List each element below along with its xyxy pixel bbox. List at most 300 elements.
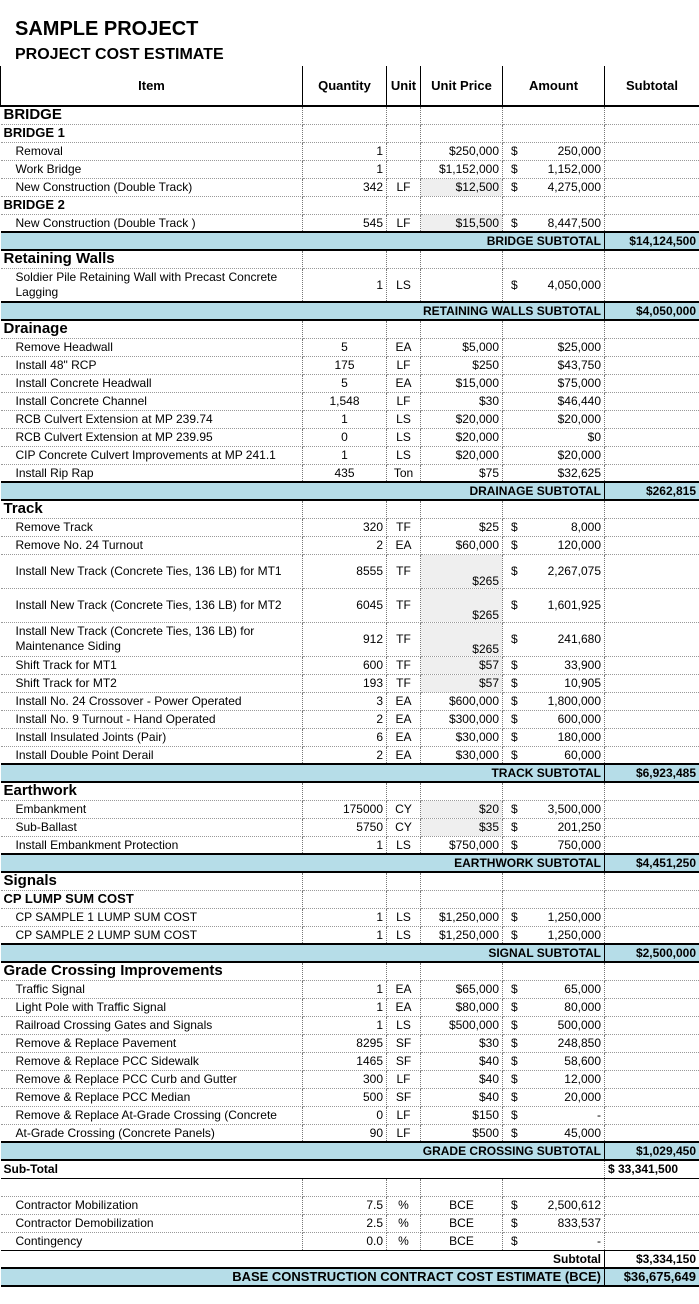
- currency-symbol: $: [511, 910, 518, 924]
- unit-price-cell: $15,000: [421, 374, 503, 392]
- currency-symbol: $: [511, 180, 518, 194]
- empty-cell: [605, 500, 699, 518]
- amount-value: 60,000: [564, 747, 601, 762]
- project-title: SAMPLE PROJECT: [15, 18, 199, 40]
- currency-symbol: $: [511, 1198, 518, 1212]
- unit-cell: EA: [387, 338, 421, 356]
- currency-symbol: $: [511, 712, 518, 726]
- subsection-header-row: [1, 124, 699, 142]
- amount-value: 120,000: [557, 538, 601, 552]
- currency-symbol: $: [511, 1090, 518, 1104]
- section-subtotal-row: [1, 944, 699, 962]
- column-header: Subtotal: [605, 66, 699, 106]
- unit-price-cell: $40: [421, 1052, 503, 1070]
- amount-value: 1,601,925: [547, 598, 601, 612]
- amount-cell: [503, 1124, 605, 1142]
- amount-cell: [503, 674, 605, 692]
- empty-cell: [303, 1178, 387, 1196]
- table-row: [1, 142, 699, 160]
- amount-cell: [503, 908, 605, 926]
- unit-price-cell: $30: [421, 392, 503, 410]
- empty-cell: [605, 250, 699, 268]
- unit-price-cell: $150: [421, 1106, 503, 1124]
- subtotal-cell: [605, 142, 699, 160]
- empty-cell: [605, 872, 699, 890]
- subtotal-label: EARTHWORK SUBTOTAL: [1, 854, 605, 872]
- subtotal-cell: [605, 338, 699, 356]
- section-subtotal-row: [1, 302, 699, 320]
- item-cell: Install New Track (Concrete Ties, 136 LB) for MT2: [1, 588, 303, 622]
- item-cell: CP SAMPLE 2 LUMP SUM COST: [1, 926, 303, 944]
- subtotal-cell: [605, 356, 699, 374]
- table-row: [1, 656, 699, 674]
- section-label: Signals: [1, 872, 303, 890]
- amount-value: 65,000: [564, 982, 601, 996]
- item-cell: Contractor Mobilization: [1, 1196, 303, 1214]
- empty-cell: [605, 196, 699, 214]
- subtotal-cell: [605, 980, 699, 998]
- item-cell: Install Double Point Derail: [1, 746, 303, 764]
- empty-cell: [387, 962, 421, 980]
- unit-cell: LS: [387, 1016, 421, 1034]
- table-row: [1, 536, 699, 554]
- subtotal-label: DRAINAGE SUBTOTAL: [1, 482, 605, 500]
- unit-cell: SF: [387, 1034, 421, 1052]
- subtotal-cell: [605, 800, 699, 818]
- section-header-row: [1, 962, 699, 980]
- subtotal-cell: [605, 692, 699, 710]
- table-row: [1, 836, 699, 854]
- grand-total-label: BASE CONSTRUCTION CONTRACT COST ESTIMATE (BCE): [1, 1268, 605, 1286]
- unit-cell: TF: [387, 656, 421, 674]
- unit-price-cell: [421, 268, 503, 302]
- amount-value: 2,267,075: [547, 564, 601, 578]
- unit-price-cell: $750,000: [421, 836, 503, 854]
- unit-cell: %: [387, 1196, 421, 1214]
- item-cell: Install Rip Rap: [1, 464, 303, 482]
- table-row: [1, 926, 699, 944]
- subtotal-cell: [605, 1196, 699, 1214]
- subtotal-cell: [605, 710, 699, 728]
- currency-symbol: $: [511, 1054, 518, 1068]
- section-label: Earthwork: [1, 782, 303, 800]
- empty-cell: [503, 872, 605, 890]
- unit-price-cell: $500: [421, 1124, 503, 1142]
- empty-cell: [605, 106, 699, 124]
- item-cell: RCB Culvert Extension at MP 239.95: [1, 428, 303, 446]
- item-cell: RCB Culvert Extension at MP 239.74: [1, 410, 303, 428]
- currency-symbol: $: [511, 730, 518, 744]
- amount-cell: [503, 160, 605, 178]
- amount-cell: [503, 656, 605, 674]
- amount-value: $20,000: [557, 412, 601, 426]
- empty-cell: [303, 124, 387, 142]
- amount-cell: [503, 926, 605, 944]
- subtotal-value: $262,815: [605, 482, 699, 500]
- section-label: CP LUMP SUM COST: [1, 890, 303, 908]
- grand-subtotal-row: [1, 1160, 699, 1178]
- empty-cell: [421, 962, 503, 980]
- amount-cell: [503, 536, 605, 554]
- amount-cell: [503, 1052, 605, 1070]
- currency-symbol: $: [511, 1234, 518, 1248]
- amount-value: $25,000: [557, 340, 601, 354]
- subtotal-cell: [605, 446, 699, 464]
- subtotal-cell: [605, 818, 699, 836]
- empty-cell: [303, 500, 387, 518]
- empty-cell: [303, 782, 387, 800]
- empty-cell: [503, 106, 605, 124]
- table-row: [1, 622, 699, 656]
- amount-value: 8,447,500: [547, 215, 601, 230]
- section-label: Retaining Walls: [1, 250, 303, 268]
- currency-symbol: $: [511, 1108, 518, 1122]
- subtotal-label: GRADE CROSSING SUBTOTAL: [1, 1142, 605, 1160]
- section-header-row: [1, 250, 699, 268]
- table-row: [1, 1196, 699, 1214]
- column-header: Quantity: [303, 66, 387, 106]
- table-row: [1, 1124, 699, 1142]
- section-subtotal-row: [1, 764, 699, 782]
- subtotal-cell: [605, 746, 699, 764]
- amount-value: 4,050,000: [547, 277, 601, 292]
- amount-cell: [503, 518, 605, 536]
- subtotal-cell: [605, 908, 699, 926]
- quantity-cell: 1: [303, 268, 387, 302]
- amount-cell: [503, 1196, 605, 1214]
- amount-value: 2,500,612: [547, 1198, 601, 1212]
- table-row: [1, 588, 699, 622]
- empty-cell: [387, 196, 421, 214]
- unit-price-cell: $5,000: [421, 338, 503, 356]
- cost-estimate-table: [0, 66, 699, 1287]
- empty-cell: [387, 890, 421, 908]
- table-row: [1, 980, 699, 998]
- currency-symbol: $: [511, 1072, 518, 1086]
- subtotal-cell: [605, 1052, 699, 1070]
- column-header: Unit Price: [421, 66, 503, 106]
- empty-cell: [605, 320, 699, 338]
- table-row: [1, 518, 699, 536]
- quantity-cell: 545: [303, 214, 387, 232]
- amount-cell: [503, 392, 605, 410]
- subtotal-label: Subtotal: [1, 1250, 605, 1268]
- amount-cell: [503, 1106, 605, 1124]
- amount-value: 1,250,000: [547, 927, 601, 942]
- amount-value: $75,000: [557, 376, 601, 390]
- unit-cell: LS: [387, 926, 421, 944]
- section-subtotal-row: [1, 854, 699, 872]
- empty-cell: [503, 320, 605, 338]
- unit-cell: TF: [387, 518, 421, 536]
- quantity-cell: 1: [303, 142, 387, 160]
- amount-cell: [503, 818, 605, 836]
- currency-symbol: $: [511, 676, 518, 690]
- column-header: Amount: [503, 66, 605, 106]
- item-cell: Remove Track: [1, 518, 303, 536]
- unit-cell: EA: [387, 692, 421, 710]
- item-cell: Embankment: [1, 800, 303, 818]
- item-cell: Contractor Demobilization: [1, 1214, 303, 1232]
- unit-price-cell: $20,000: [421, 446, 503, 464]
- currency-symbol: $: [511, 277, 518, 292]
- amount-cell: [503, 464, 605, 482]
- amount-value: 241,680: [557, 632, 601, 646]
- subtotal-value: $6,923,485: [605, 764, 699, 782]
- table-row: [1, 392, 699, 410]
- subtotal-cell: [605, 160, 699, 178]
- amount-cell: [503, 1016, 605, 1034]
- unit-cell: LF: [387, 1106, 421, 1124]
- unit-cell: TF: [387, 622, 421, 656]
- subtotal-cell: [605, 214, 699, 232]
- currency-symbol: $: [511, 658, 518, 672]
- amount-cell: [503, 588, 605, 622]
- subtotal-cell: [605, 1088, 699, 1106]
- subtotal-cell: [605, 926, 699, 944]
- table-row: [1, 1232, 699, 1250]
- section-label: BRIDGE: [1, 106, 303, 124]
- empty-cell: [605, 782, 699, 800]
- subtotal-value: $1,029,450: [605, 1142, 699, 1160]
- empty-cell: [503, 250, 605, 268]
- quantity-cell: 1: [303, 980, 387, 998]
- amount-value: $43,750: [557, 358, 601, 372]
- currency-symbol: $: [511, 144, 518, 158]
- table-row: [1, 1034, 699, 1052]
- table-row: [1, 214, 699, 232]
- amount-value: 1,152,000: [547, 162, 601, 176]
- unit-cell: TF: [387, 554, 421, 588]
- subtotal-cell: [605, 464, 699, 482]
- amount-cell: [503, 980, 605, 998]
- currency-symbol: $: [511, 820, 518, 834]
- amount-cell: [503, 410, 605, 428]
- amount-cell: [503, 554, 605, 588]
- table-row: [1, 446, 699, 464]
- empty-cell: [421, 196, 503, 214]
- item-cell: CIP Concrete Culvert Improvements at MP 241.1: [1, 446, 303, 464]
- section-label: BRIDGE 1: [1, 124, 303, 142]
- currency-symbol: $: [511, 927, 518, 942]
- quantity-cell: 320: [303, 518, 387, 536]
- table-row: [1, 728, 699, 746]
- unit-cell: EA: [387, 746, 421, 764]
- amount-cell: [503, 622, 605, 656]
- empty-cell: [303, 872, 387, 890]
- item-cell: Install No. 9 Turnout - Hand Operated: [1, 710, 303, 728]
- currency-symbol: $: [511, 162, 518, 176]
- amount-value: 20,000: [564, 1090, 601, 1104]
- currency-symbol: $: [511, 802, 518, 816]
- subtotal-cell: [605, 554, 699, 588]
- empty-cell: [387, 250, 421, 268]
- unit-price-cell: BCE: [421, 1196, 503, 1214]
- unit-price-cell: $60,000: [421, 536, 503, 554]
- quantity-cell: 90: [303, 1124, 387, 1142]
- quantity-cell: 1: [303, 1016, 387, 1034]
- quantity-cell: 0: [303, 428, 387, 446]
- quantity-cell: 1: [303, 160, 387, 178]
- unit-cell: LS: [387, 268, 421, 302]
- empty-cell: [503, 196, 605, 214]
- empty-cell: [605, 124, 699, 142]
- amount-cell: [503, 446, 605, 464]
- amount-cell: [503, 268, 605, 302]
- quantity-cell: 6: [303, 728, 387, 746]
- amount-cell: [503, 1214, 605, 1232]
- unit-cell: LF: [387, 214, 421, 232]
- amount-value: 1,250,000: [547, 910, 601, 924]
- currency-symbol: $: [511, 632, 518, 646]
- amount-value: 33,900: [564, 658, 601, 672]
- unit-cell: LF: [387, 178, 421, 196]
- quantity-cell: 8555: [303, 554, 387, 588]
- unit-price-cell: $600,000: [421, 692, 503, 710]
- subtotal-cell: [605, 518, 699, 536]
- quantity-cell: 175: [303, 356, 387, 374]
- empty-cell: [421, 872, 503, 890]
- subtotal-value: $ 33,341,500: [605, 1160, 699, 1178]
- amount-cell: [503, 1070, 605, 1088]
- item-cell: Contingency: [1, 1232, 303, 1250]
- item-cell: Soldier Pile Retaining Wall with Precast Concrete Lagging: [1, 268, 303, 302]
- unit-price-cell: $1,250,000: [421, 908, 503, 926]
- subtotal-cell: [605, 1106, 699, 1124]
- empty-cell: [421, 124, 503, 142]
- unit-price-cell: $75: [421, 464, 503, 482]
- column-header: Unit: [387, 66, 421, 106]
- unit-cell: %: [387, 1214, 421, 1232]
- quantity-cell: 1: [303, 926, 387, 944]
- unit-price-cell: $250,000: [421, 142, 503, 160]
- unit-price-cell: BCE: [421, 1232, 503, 1250]
- unit-cell: SF: [387, 1052, 421, 1070]
- subtotal-value: $4,451,250: [605, 854, 699, 872]
- subtotal-cell: [605, 1034, 699, 1052]
- table-row: [1, 1070, 699, 1088]
- unit-cell: SF: [387, 1088, 421, 1106]
- amount-value: 248,850: [557, 1036, 601, 1050]
- empty-cell: [503, 1178, 605, 1196]
- item-cell: New Construction (Double Track ): [1, 214, 303, 232]
- section-label: Track: [1, 500, 303, 518]
- table-row: [1, 1052, 699, 1070]
- item-cell: Remove Headwall: [1, 338, 303, 356]
- currency-symbol: $: [511, 1018, 518, 1032]
- quantity-cell: 600: [303, 656, 387, 674]
- item-cell: Traffic Signal: [1, 980, 303, 998]
- empty-cell: [503, 782, 605, 800]
- quantity-cell: 1,548: [303, 392, 387, 410]
- empty-cell: [387, 106, 421, 124]
- section-subtotal-row: [1, 232, 699, 250]
- column-header: Item: [1, 66, 303, 106]
- quantity-cell: 0.0: [303, 1232, 387, 1250]
- table-row: [1, 1214, 699, 1232]
- subtotal-label: Sub-Total: [1, 1160, 605, 1178]
- amount-cell: [503, 214, 605, 232]
- project-subtitle: PROJECT COST ESTIMATE: [15, 46, 224, 63]
- unit-price-cell: $20,000: [421, 428, 503, 446]
- subtotal-cell: [605, 728, 699, 746]
- empty-cell: [387, 782, 421, 800]
- empty-cell: [387, 1178, 421, 1196]
- unit-price-cell: $1,152,000: [421, 160, 503, 178]
- unit-price-cell: $25: [421, 518, 503, 536]
- quantity-cell: 912: [303, 622, 387, 656]
- unit-price-cell: $65,000: [421, 980, 503, 998]
- unit-cell: [387, 142, 421, 160]
- empty-cell: [387, 872, 421, 890]
- table-row: [1, 710, 699, 728]
- table-row: [1, 374, 699, 392]
- quantity-cell: 0: [303, 1106, 387, 1124]
- unit-cell: TF: [387, 588, 421, 622]
- amount-cell: [503, 1034, 605, 1052]
- empty-cell: [421, 320, 503, 338]
- unit-cell: CY: [387, 800, 421, 818]
- amount-value: 180,000: [557, 730, 601, 744]
- currency-symbol: $: [511, 215, 518, 230]
- amount-cell: [503, 836, 605, 854]
- empty-cell: [303, 962, 387, 980]
- unit-cell: EA: [387, 536, 421, 554]
- empty-cell: [387, 320, 421, 338]
- amount-cell: [503, 998, 605, 1016]
- item-cell: Install Concrete Headwall: [1, 374, 303, 392]
- amount-cell: [503, 800, 605, 818]
- quantity-cell: 175000: [303, 800, 387, 818]
- item-cell: Remove & Replace Pavement: [1, 1034, 303, 1052]
- unit-price-cell: $265: [421, 554, 503, 588]
- table-row: [1, 428, 699, 446]
- unit-price-cell: $250: [421, 356, 503, 374]
- subtotal-cell: [605, 1070, 699, 1088]
- unit-price-cell: $300,000: [421, 710, 503, 728]
- amount-value: 80,000: [564, 1000, 601, 1014]
- empty-cell: [421, 106, 503, 124]
- table-row: [1, 1106, 699, 1124]
- amount-value: 600,000: [557, 712, 601, 726]
- table-row: [1, 338, 699, 356]
- item-cell: Install New Track (Concrete Ties, 136 LB) for Maintenance Siding: [1, 622, 303, 656]
- subtotal-cell: [605, 1232, 699, 1250]
- item-cell: Remove & Replace PCC Curb and Gutter: [1, 1070, 303, 1088]
- subsection-header-row: [1, 196, 699, 214]
- unit-price-cell: $80,000: [421, 998, 503, 1016]
- amount-value: 12,000: [564, 1072, 601, 1086]
- subtotal-cell: [605, 1214, 699, 1232]
- unit-cell: EA: [387, 374, 421, 392]
- item-cell: Shift Track for MT2: [1, 674, 303, 692]
- unit-price-cell: $40: [421, 1070, 503, 1088]
- amount-value: 750,000: [557, 837, 601, 852]
- subtotal-cell: [605, 374, 699, 392]
- unit-price-cell: $30: [421, 1034, 503, 1052]
- subtotal-cell: [605, 428, 699, 446]
- amount-value: 45,000: [564, 1125, 601, 1140]
- currency-symbol: $: [511, 694, 518, 708]
- unit-price-cell: $1,250,000: [421, 926, 503, 944]
- table-row: [1, 1016, 699, 1034]
- empty-cell: [421, 1178, 503, 1196]
- unit-price-cell: $20: [421, 800, 503, 818]
- unit-price-cell: $57: [421, 674, 503, 692]
- subtotal-cell: [605, 410, 699, 428]
- currency-symbol: $: [511, 598, 518, 612]
- amount-cell: [503, 1088, 605, 1106]
